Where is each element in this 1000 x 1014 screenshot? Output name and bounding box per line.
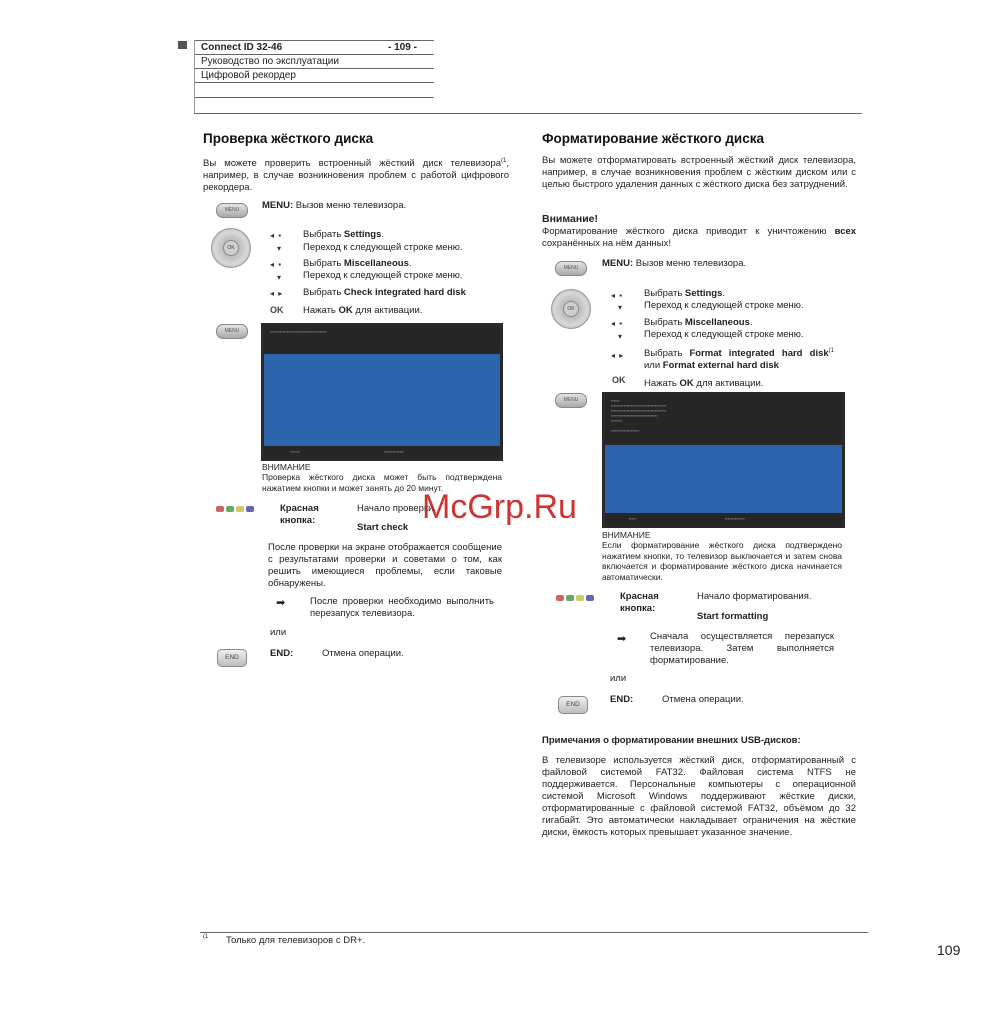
right-title: Форматирование жёсткого диска bbox=[542, 131, 765, 146]
left-right-arrows-icon: ◂ ▪ bbox=[270, 231, 283, 240]
right-red-key-action: Начало форматирования. bbox=[697, 591, 812, 602]
header-vline bbox=[194, 40, 195, 114]
left-after-check: После проверки на экране отображается сообщение с результатами проверки и советами о том, как решить имеющиеся проблемы, если таковые обнаружены. bbox=[268, 542, 502, 589]
dpad-icon: OK bbox=[211, 228, 251, 268]
down-arrow-icon: ▾ bbox=[618, 332, 624, 341]
right-end-text: Отмена операции. bbox=[662, 694, 744, 705]
right-warning: Форматирование жёсткого диска приводит к уничтожению всех сохранённых на нём данных! bbox=[542, 226, 856, 249]
usb-notes-title: Примечания о форматировании внешних USB-дисков: bbox=[542, 735, 801, 746]
end-button-icon: END bbox=[558, 696, 588, 714]
right-screen-caption-title: ВНИМАНИЕ bbox=[602, 530, 651, 540]
divider bbox=[194, 68, 434, 69]
down-arrow-icon: ▾ bbox=[277, 244, 283, 253]
color-keys-icon bbox=[556, 594, 596, 603]
ok-icon: OK bbox=[270, 305, 284, 315]
dpad-icon: OK bbox=[551, 289, 591, 329]
left-right-arrows-icon: ◂ ▪ bbox=[611, 319, 624, 328]
menu-button-icon: MENU bbox=[555, 261, 587, 276]
left-step-4: Переход к следующей строке меню. bbox=[303, 270, 463, 281]
right-step-2: Переход к следующей строке меню. bbox=[644, 300, 804, 311]
left-right-arrows-icon: ◂ ▪ bbox=[611, 291, 624, 300]
right-step-3: Выбрать Miscellaneous. bbox=[644, 317, 753, 328]
end-button-icon: END bbox=[217, 649, 247, 667]
left-step-6: Нажать OK для активации. bbox=[303, 305, 423, 316]
left-note: После проверки необходимо выполнить перезапуск телевизора. bbox=[310, 596, 494, 619]
menu-button-icon: MENU bbox=[216, 324, 248, 339]
color-keys-icon bbox=[216, 505, 256, 514]
right-step-1: Выбрать Settings. bbox=[644, 288, 726, 299]
watermark-logo: McGrp.Ru bbox=[422, 488, 577, 526]
right-note: Сначала осуществляется перезапуск телевизора. Затем выполняется форматирование. bbox=[650, 631, 834, 666]
divider bbox=[194, 97, 434, 98]
left-step-2: Переход к следующей строке меню. bbox=[303, 242, 463, 253]
divider bbox=[194, 54, 434, 55]
arrow-right-icon: ➡ bbox=[617, 633, 627, 645]
right-step-6: Нажать OK для активации. bbox=[644, 378, 764, 389]
footnote-text: Только для телевизоров с DR+. bbox=[226, 935, 366, 946]
right-screen-caption: Если форматирование жёсткого диска подтверждено нажатием кнопки, то телевизор выключается и затем снова включается и форматирование жёсткого диска начинается автоматически. bbox=[602, 540, 842, 582]
left-menu-row: MENU: Вызов меню телевизора. bbox=[262, 200, 407, 211]
divider bbox=[194, 40, 434, 41]
left-right-arrows-icon: ◂ ▸ bbox=[270, 289, 284, 298]
left-step-3: Выбрать Miscellaneous. bbox=[303, 258, 412, 269]
ok-icon: OK bbox=[612, 375, 626, 385]
right-step-5: Выбрать Format integrated hard disk$^{(1}$ или Format external hard disk bbox=[644, 348, 834, 372]
right-intro: Вы можете отформатировать встроенный жёсткий диск телевизора, например, в случае возникновения проблем с жёстким диском или с целью быстрого удаления данных с жёсткого диска без затруднений. bbox=[542, 155, 856, 190]
left-step-1: Выбрать Settings. bbox=[303, 229, 385, 240]
header-square-icon bbox=[178, 41, 187, 49]
divider bbox=[194, 82, 434, 83]
tv-screen-check: ▪▪▪▪▪▪▪▪▪▪▪▪▪▪▪▪▪▪▪▪▪▪▪▪▪▪▪▪▪▪▪▪▪▪▪▪▪▪▪▪ ▪▪▪▪▪▪▪ ▪▪▪▪▪▪▪▪▪▪▪▪▪▪ bbox=[261, 323, 503, 461]
page-number: 109 bbox=[937, 942, 961, 958]
left-end-text: Отмена операции. bbox=[322, 648, 404, 659]
usb-notes-text: В телевизоре используется жёсткий диск, отформатированный с файловой системой FAT32. Файловая система NTFS не поддерживается. Персональные компьютеры с операционной системой Microsoft Windows поддерживают жёсткие диски, отформатированные с файловой системой FAT32, объёмом до 32 гигабайт. Это автоматически накладывает ограничения на жёсткие диски, ёмкость которых превышает указанное значение. bbox=[542, 755, 856, 838]
left-red-key-action: Начало проверки. bbox=[357, 503, 437, 514]
header-manual: Руководство по эксплуатации bbox=[201, 56, 339, 67]
right-end-key: END: bbox=[610, 694, 634, 705]
left-intro: Вы можете проверить встроенный жёсткий диск телевизора$^{(1}$, например, в случае возникновения проблем с работой цифрового рекордера. bbox=[203, 158, 510, 194]
arrow-right-icon: ➡ bbox=[276, 597, 286, 609]
left-title: Проверка жёсткого диска bbox=[203, 131, 374, 146]
left-red-key-label: Красная кнопка: bbox=[280, 503, 319, 526]
header-page-ref: - 109 - bbox=[388, 42, 417, 53]
down-arrow-icon: ▾ bbox=[618, 303, 624, 312]
left-end-key: END: bbox=[270, 648, 294, 659]
right-or: или bbox=[610, 673, 627, 684]
menu-button-icon: MENU bbox=[555, 393, 587, 408]
left-right-arrows-icon: ◂ ▪ bbox=[270, 260, 283, 269]
right-warning-title: Внимание! bbox=[542, 213, 598, 225]
header-recorder: Цифровой рекордер bbox=[201, 70, 296, 81]
left-screen-caption-title: ВНИМАНИЕ bbox=[262, 462, 311, 472]
top-rule bbox=[194, 113, 862, 114]
left-step-5: Выбрать Check integrated hard disk bbox=[303, 287, 466, 298]
down-arrow-icon: ▾ bbox=[277, 273, 283, 282]
tv-screen-format: ▪▪▪▪▪▪ ▪▪▪▪▪▪▪▪▪▪▪▪▪▪▪▪▪▪▪▪▪▪▪▪▪▪▪▪▪▪▪▪▪▪▪▪▪▪▪ ▪▪▪▪▪▪▪▪▪▪▪▪▪▪▪▪▪▪▪▪▪▪▪▪▪▪▪▪▪▪▪▪▪▪▪▪▪▪▪ ▪▪▪▪▪▪▪▪▪▪▪▪▪▪▪▪▪▪▪▪▪▪▪▪▪▪▪▪▪▪▪▪▪ ▪▪▪▪▪▪▪▪ ▪▪▪▪▪▪▪▪▪▪▪▪▪▪▪▪▪▪▪▪ ▪▪▪▪▪ ▪▪▪▪▪▪▪▪▪▪▪▪▪▪ bbox=[602, 392, 845, 528]
footnote-rule bbox=[200, 932, 868, 933]
right-menu-row: MENU: Вызов меню телевизора. bbox=[602, 258, 747, 269]
left-red-key-bold: Start check bbox=[357, 522, 409, 533]
footnote-mark: (1 bbox=[203, 934, 209, 940]
left-right-arrows-icon: ◂ ▸ bbox=[611, 351, 625, 360]
menu-button-icon: MENU bbox=[216, 203, 248, 218]
left-or: или bbox=[270, 627, 287, 638]
right-red-key-bold: Start formatting bbox=[697, 611, 769, 622]
right-step-4: Переход к следующей строке меню. bbox=[644, 329, 804, 340]
right-red-key-label: Красная кнопка: bbox=[620, 591, 659, 614]
left-screen-caption: Проверка жёсткого диска может быть подтверждена нажатием кнопки и может занять до 20 минут. bbox=[262, 472, 502, 493]
header-model: Connect ID 32-46 bbox=[201, 42, 283, 53]
